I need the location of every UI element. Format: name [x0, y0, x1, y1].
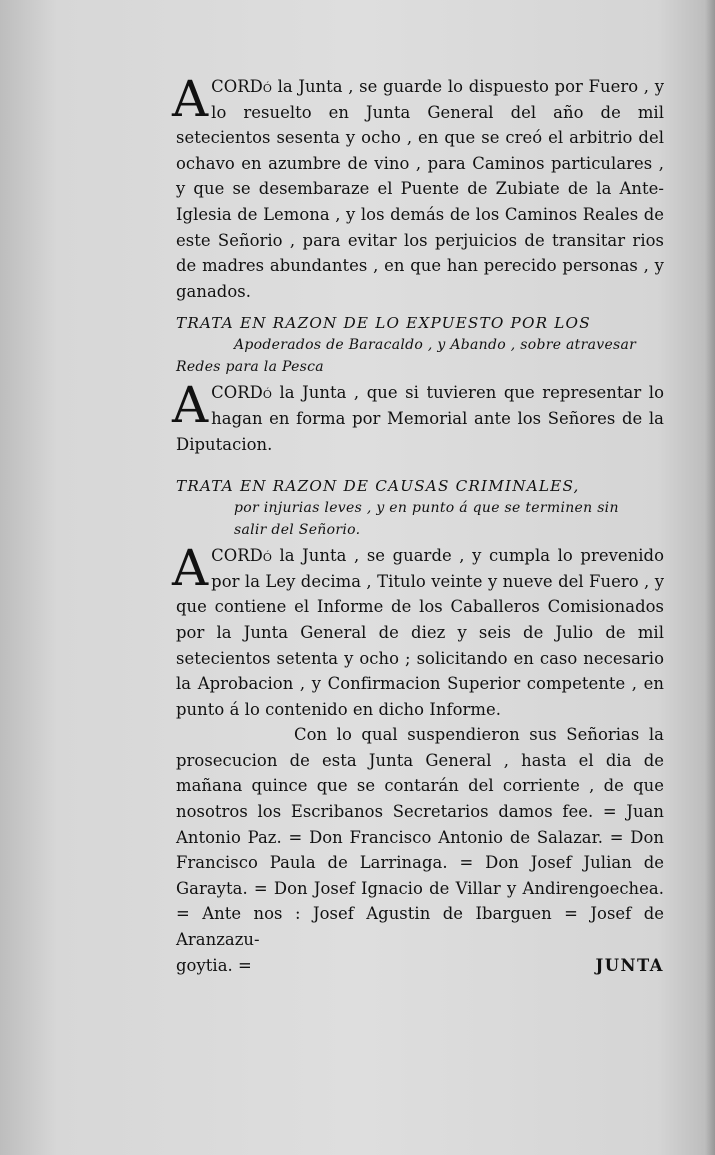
- heading-subtitle: Apoderados de Baracaldo , y Abando , sobre atravesar: [234, 337, 637, 354]
- closing-paragraph: [176, 722, 664, 952]
- drop-cap: A: [172, 539, 209, 598]
- drop-cap: A: [172, 376, 209, 435]
- page-text: [172, 70, 664, 978]
- section-heading-1: [176, 312, 664, 378]
- paragraph-lead: CORDó: [211, 546, 272, 566]
- heading-subtitle: salir del Señorio.: [234, 522, 361, 539]
- agreement-paragraph-1: [172, 70, 664, 304]
- drop-cap: A: [172, 70, 209, 128]
- heading-title: TRATA EN RAZON DE CAUSAS CRIMINALES,: [176, 477, 580, 496]
- heading-subtitle: por injurias leves , y en punto á que se terminen sin: [234, 500, 619, 517]
- paragraph-lead: CORDó: [211, 383, 272, 403]
- heading-title: TRATA EN RAZON DE LO EXPUESTO POR LOS: [176, 314, 591, 333]
- paragraph-text: la Junta , se guarde , y cumpla lo prevenido por la Ley decima , Titulo veinte y nueve del Fuero , y que contiene el Informe de los Caballeros Comisionados por la Junta General de diez y seis de Julio de mil setecientos setenta y ocho ; solicitando en caso necesario la Aprobacion , y Confirmacion Superior competente , en punto á lo contenido en dicho Informe.: [176, 546, 664, 719]
- final-fragment: goytia. =: [176, 955, 252, 975]
- paragraph-text: la Junta , que si tuvieren que representar lo hagan en forma por Memorial ante los Señores de la Diputacion.: [176, 383, 664, 454]
- catchword: JUNTA: [595, 955, 664, 975]
- section-heading-2: [176, 475, 664, 541]
- final-line: [176, 953, 664, 979]
- heading-subtitle: Redes para la Pesca: [176, 359, 324, 376]
- paragraph-lead: CORDó: [211, 77, 272, 96]
- paragraph-text: Con lo qual suspendieron sus Señorias la prosecucion de esta Junta General , hasta el dia de mañana quince que se contarán del corriente , de que nosotros los Escribanos Secretarios damos fee. = Juan Antonio Paz. = Don Francisco Antonio de Salazar. = Don Francisco Paula de Larrinaga. = Don Josef Julian de Garayta. = Don Josef Ignacio de Villar y Andirengoechea. = Ante nos : Josef Agustin de Ibarguen = Josef de Aranzazu-: [176, 725, 664, 950]
- agreement-paragraph-3: [172, 539, 664, 722]
- paragraph-text: la Junta , se guarde lo dispuesto por Fuero , y lo resuelto en Junta General del año de mil setecientos sesenta y ocho , en que se creó el arbitrio del ochavo en azumbre de vino , para Caminos particulares , y que se desembaraze el Puente de Zubiate de la Ante-Iglesia de Lemona , y los demás de los Caminos Reales de este Señorio , para evitar los perjuicios de transitar rios de madres abundantes , en que han perecido personas , y ganados.: [176, 77, 664, 301]
- agreement-paragraph-2: [172, 376, 664, 457]
